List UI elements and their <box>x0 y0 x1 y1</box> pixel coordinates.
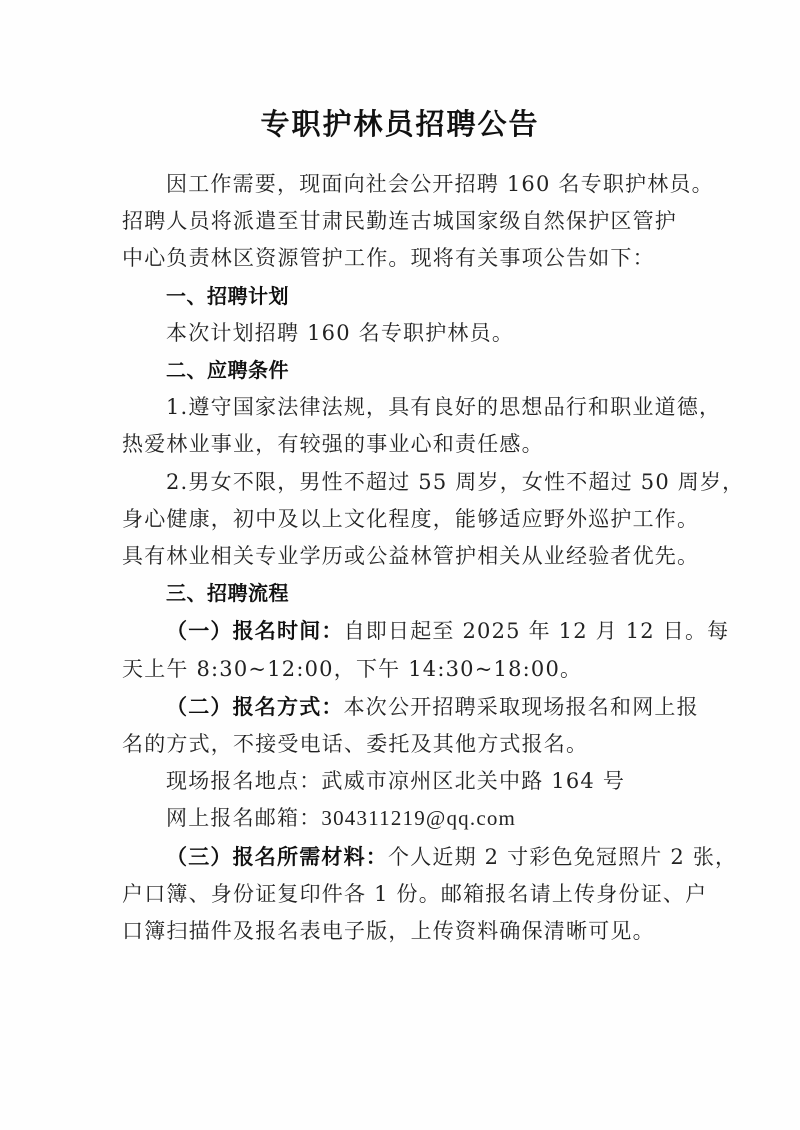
process-item-required-materials <box>122 838 738 951</box>
process-item-registration-time <box>122 612 730 687</box>
section-heading-recruitment-plan: 一、招聘计划 <box>166 283 289 308</box>
required-materials-text: 个人近期 2 寸彩色免冠照片 2 张， <box>388 844 738 869</box>
recruitment-plan-text: 本次计划招聘 160 名专职护林员。 <box>166 320 515 345</box>
intro-paragraph <box>122 166 714 278</box>
required-materials-line: 户口簿、身份证复印件各 1 份。邮箱报名请上传身份证、户 <box>122 881 708 906</box>
requirement-line: 身心健康，初中及以上文化程度，能够适应野外巡护工作。 <box>122 506 700 531</box>
registration-method-text: 本次公开招聘采取现场报名和网上报 <box>343 694 699 719</box>
requirement-line: 2.男女不限，男性不超过 55 周岁，女性不超过 50 周岁， <box>166 469 745 494</box>
requirement-item-1 <box>122 389 722 463</box>
registration-method-label: （二）报名方式： <box>166 693 344 719</box>
document-body <box>122 166 745 950</box>
registration-time-label: （一）报名时间： <box>166 618 344 644</box>
registration-hours: 天上午 8:30~12:00，下午 14:30~18:00。 <box>122 656 583 681</box>
onsite-location-label: 现场报名地点： <box>166 769 322 794</box>
intro-line: 中心负责林区资源管护工作。现将有关事项公告如下： <box>122 246 655 271</box>
online-email-address[interactable]: 304311219@qq.com <box>321 806 517 831</box>
online-email-label: 网上报名邮箱： <box>166 806 322 831</box>
section-heading-process: 三、招聘流程 <box>166 581 289 606</box>
intro-line: 因工作需要，现面向社会公开招聘 160 名专职护林员。 <box>166 172 714 196</box>
intro-line: 招聘人员将派遣至甘肃民勤连古城国家级自然保护区管护 <box>122 209 677 234</box>
online-email-line <box>122 800 680 837</box>
requirement-line: 1.遵守国家法律法规，具有良好的思想品行和职业道德， <box>166 395 722 420</box>
process-line <box>122 612 730 650</box>
page-title: 专职护林员招聘公告 <box>260 107 540 141</box>
requirement-item-2 <box>122 464 745 576</box>
registration-time-text: 自即日起至 2025 年 12 月 12 日。每 <box>343 619 730 644</box>
onsite-location-line <box>122 763 680 800</box>
process-line <box>122 688 699 726</box>
requirement-line: 热爱林业事业，有较强的事业心和责任感。 <box>122 432 544 457</box>
registration-locations <box>122 763 680 837</box>
section-heading-requirements: 二、应聘条件 <box>166 358 289 383</box>
registration-method-text-cont: 名的方式，不接受电话、委托及其他方式报名。 <box>122 732 589 757</box>
required-materials-line: 口簿扫描件及报名表电子版，上传资料确保清晰可见。 <box>122 919 655 944</box>
process-line <box>122 838 738 876</box>
onsite-location-address: 武威市凉州区北关中路 164 号 <box>321 769 626 794</box>
requirement-line: 具有林业相关专业学历或公益林管护相关从业经验者优先。 <box>122 544 700 569</box>
process-item-registration-method <box>122 688 699 763</box>
required-materials-label: （三）报名所需材料： <box>166 843 388 869</box>
